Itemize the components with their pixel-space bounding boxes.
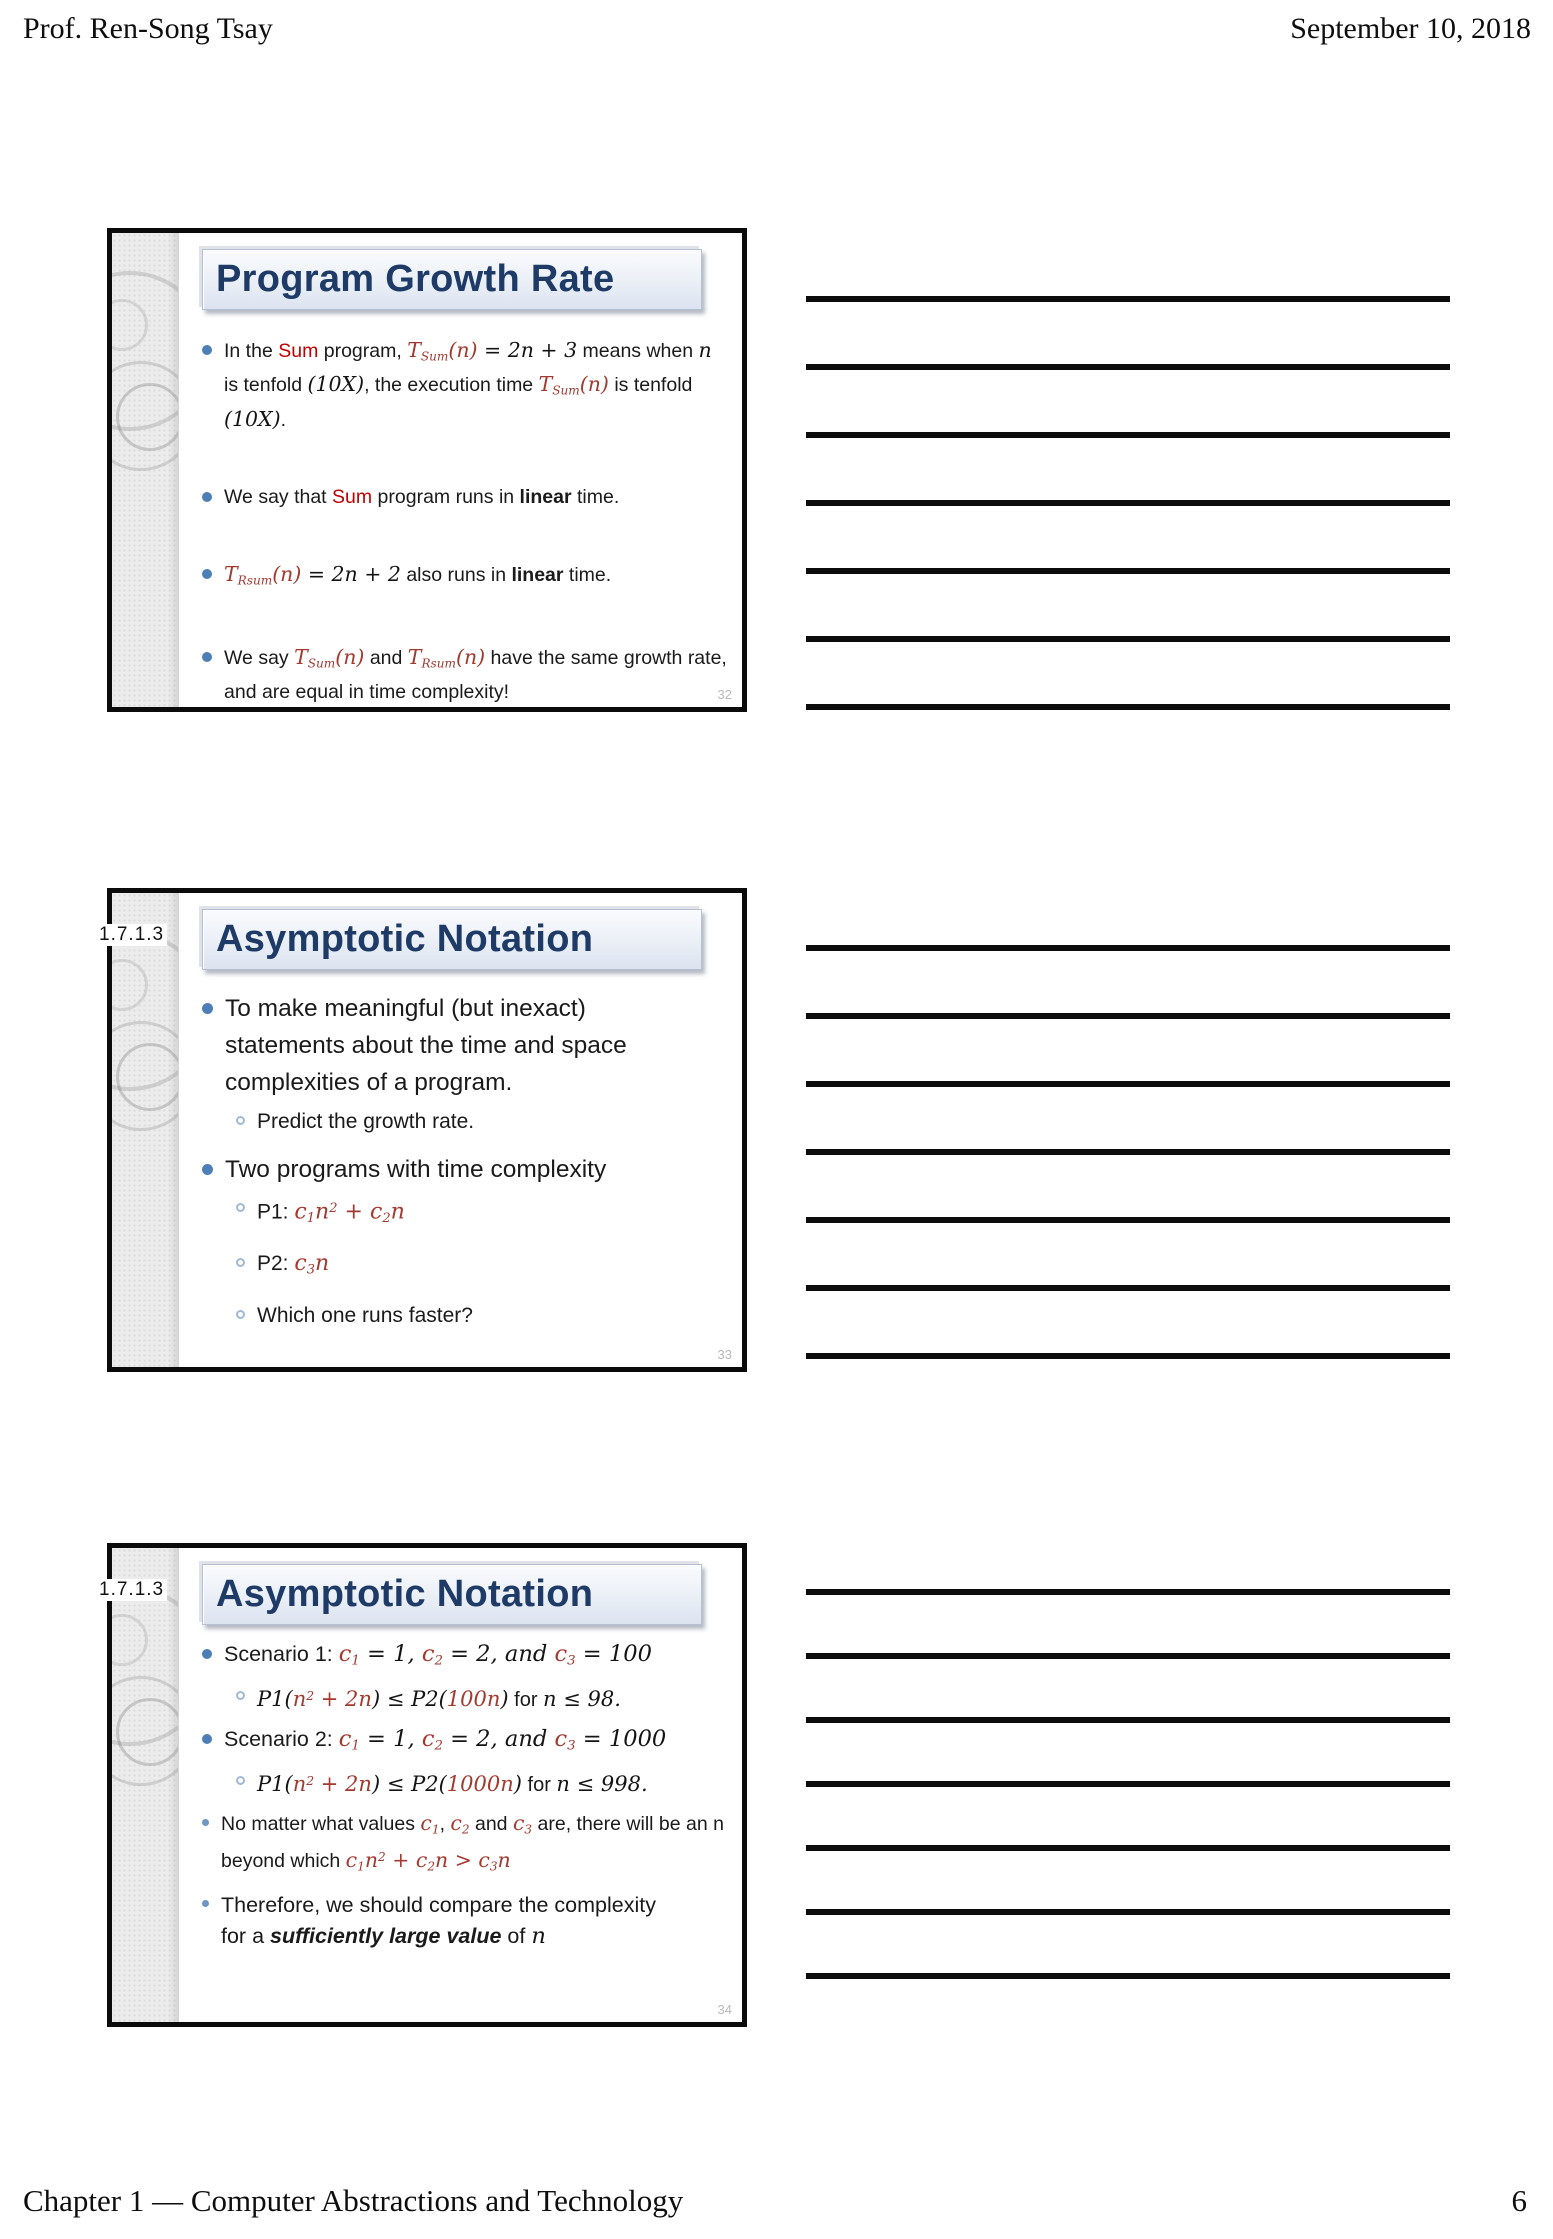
bullet-text bbox=[224, 643, 729, 705]
text-segment: 2 bbox=[434, 1738, 443, 1754]
bullet-text bbox=[224, 336, 729, 434]
bullet-item bbox=[202, 336, 732, 434]
slide-title-bar bbox=[202, 909, 702, 970]
bullet-item bbox=[202, 1639, 732, 1677]
text-segment: program, bbox=[318, 340, 408, 362]
text-segment: and bbox=[364, 647, 408, 670]
text-segment: for bbox=[508, 1688, 544, 1711]
text-segment: 1000n bbox=[446, 1771, 514, 1796]
text-segment: sufficiently large value bbox=[270, 1923, 502, 1948]
text-segment: = 1000 bbox=[575, 1725, 667, 1752]
slide-33 bbox=[107, 888, 747, 1372]
bullet-text bbox=[225, 990, 695, 1101]
note-line bbox=[806, 1589, 1450, 1595]
bullet-item bbox=[202, 643, 732, 705]
text-segment: is tenfold bbox=[608, 374, 693, 397]
text-segment: c bbox=[554, 1725, 568, 1752]
text-segment: means when bbox=[577, 340, 699, 362]
text-segment: c bbox=[421, 1641, 435, 1667]
text-segment: (n) bbox=[448, 338, 478, 362]
footer-chapter: Chapter 1 — Computer Abstractions and Technology bbox=[23, 2183, 684, 2218]
text-segment: + 2n bbox=[314, 1686, 372, 1711]
bullet-circle-icon bbox=[236, 1310, 245, 1319]
note-line bbox=[806, 945, 1450, 951]
note-line bbox=[806, 1353, 1450, 1359]
text-segment: Sum bbox=[307, 656, 336, 671]
text-segment: for bbox=[521, 1773, 557, 1796]
text-segment: Which one runs faster? bbox=[257, 1303, 473, 1327]
text-segment: 3 bbox=[306, 1262, 315, 1278]
text-segment: c bbox=[421, 1725, 435, 1752]
slide-32 bbox=[107, 228, 747, 712]
slide-side-decoration bbox=[112, 893, 179, 1367]
text-segment: n bbox=[315, 1251, 330, 1277]
text-segment: P1( bbox=[257, 1686, 293, 1711]
text-segment: c bbox=[338, 1641, 352, 1667]
slide-title: Asymptotic Notation bbox=[216, 918, 594, 960]
bullet-text bbox=[257, 1106, 474, 1137]
section-number-label: 1.7.1.3 bbox=[96, 924, 167, 946]
text-segment: 2 bbox=[461, 1822, 470, 1837]
text-segment: + c bbox=[385, 1848, 428, 1873]
text-segment: n bbox=[292, 1771, 307, 1796]
bullet-text bbox=[257, 1766, 648, 1800]
text-segment: (10X) bbox=[307, 372, 365, 397]
text-segment: n bbox=[531, 1922, 546, 1949]
note-line bbox=[806, 1909, 1450, 1915]
text-segment: In the bbox=[224, 340, 279, 362]
text-segment: No matter what values bbox=[221, 1812, 421, 1835]
note-line bbox=[806, 1285, 1450, 1291]
text-segment: P1( bbox=[257, 1771, 293, 1796]
text-segment: linear bbox=[519, 485, 572, 508]
text-segment: 100n bbox=[446, 1686, 501, 1711]
text-segment: 3 bbox=[489, 1859, 498, 1874]
text-segment: 1 bbox=[431, 1822, 440, 1837]
text-segment: c bbox=[294, 1199, 307, 1225]
bullet-dot-icon bbox=[202, 652, 212, 662]
text-segment: Rsum bbox=[421, 656, 456, 671]
text-segment: c bbox=[420, 1810, 432, 1835]
slide-content bbox=[202, 1548, 732, 2022]
bullet-list bbox=[202, 1639, 732, 1952]
circle-ornament bbox=[116, 1043, 179, 1111]
text-segment: c bbox=[345, 1848, 358, 1873]
text-segment: linear bbox=[511, 563, 564, 586]
bullet-text bbox=[224, 483, 619, 511]
bullet-item bbox=[236, 1681, 732, 1715]
slide-side-decoration bbox=[112, 233, 179, 707]
bullet-text bbox=[221, 1890, 661, 1952]
slide-number: 33 bbox=[717, 1347, 732, 1362]
text-segment: To make meaningful (but inexact) statements about the time and space complexities of a program. bbox=[225, 995, 627, 1096]
bullet-dot-icon bbox=[202, 345, 212, 355]
note-line bbox=[806, 364, 1450, 370]
bullet-text bbox=[225, 1151, 606, 1188]
bullet-text bbox=[257, 1681, 621, 1715]
bullet-dot-icon bbox=[202, 1900, 209, 1907]
text-segment: (10X) bbox=[224, 406, 281, 431]
slide-side-decoration bbox=[112, 1548, 179, 2022]
text-segment: ) ≤ P2( bbox=[371, 1686, 447, 1711]
text-segment: 3 bbox=[567, 1738, 576, 1754]
note-line bbox=[806, 1149, 1450, 1155]
text-segment: T bbox=[224, 561, 238, 586]
text-segment: n > c bbox=[435, 1848, 490, 1873]
slide-title: Asymptotic Notation bbox=[216, 1573, 594, 1615]
note-line bbox=[806, 500, 1450, 506]
text-segment: 1 bbox=[351, 1738, 360, 1754]
text-segment: c bbox=[294, 1251, 307, 1277]
section-number-label: 1.7.1.3 bbox=[96, 1579, 167, 1601]
text-segment: 2 bbox=[434, 1653, 443, 1669]
slide-title: Program Growth Rate bbox=[216, 258, 615, 300]
note-line bbox=[806, 296, 1450, 302]
text-segment: T bbox=[407, 645, 422, 670]
note-line bbox=[806, 1973, 1450, 1979]
text-segment: (n) bbox=[579, 372, 609, 397]
text-segment: We say that bbox=[224, 485, 333, 508]
text-segment: Scenario 2: bbox=[224, 1726, 339, 1751]
text-segment: Sum bbox=[278, 340, 319, 362]
text-segment: 2 bbox=[306, 1687, 315, 1703]
bullet-circle-icon bbox=[236, 1776, 245, 1785]
text-segment: ) bbox=[500, 1686, 509, 1711]
bullet-text bbox=[221, 1809, 726, 1881]
note-line bbox=[806, 1781, 1450, 1787]
slide-content bbox=[202, 893, 732, 1367]
text-segment: Predict the growth rate. bbox=[257, 1110, 475, 1133]
text-segment: = 2n + 2 bbox=[301, 561, 401, 586]
slide-number: 32 bbox=[717, 687, 732, 702]
text-segment: 2 bbox=[306, 1772, 315, 1788]
text-segment: + c bbox=[337, 1199, 383, 1225]
text-segment: = 1, bbox=[359, 1725, 422, 1752]
text-segment: c bbox=[450, 1810, 462, 1835]
text-segment: Rsum bbox=[237, 573, 273, 588]
text-segment: Therefore, we should compare the complexity for a bbox=[221, 1892, 656, 1948]
text-segment: 3 bbox=[524, 1822, 533, 1837]
text-segment: c bbox=[338, 1725, 352, 1752]
text-segment: time. bbox=[563, 563, 612, 586]
note-line bbox=[806, 432, 1450, 438]
bullet-text bbox=[224, 1724, 666, 1762]
bullet-circle-icon bbox=[236, 1203, 245, 1212]
bullet-text bbox=[257, 1300, 473, 1331]
bullet-list bbox=[202, 990, 732, 1331]
bullet-dot-icon bbox=[202, 1819, 209, 1826]
bullet-text bbox=[224, 560, 611, 594]
bullet-item bbox=[202, 1809, 732, 1881]
text-segment: n bbox=[390, 1199, 405, 1225]
bullet-dot-icon bbox=[202, 492, 212, 502]
text-segment: n bbox=[315, 1199, 330, 1225]
note-line bbox=[806, 636, 1450, 642]
text-segment: = 2, and bbox=[442, 1725, 555, 1752]
text-segment: c bbox=[554, 1641, 568, 1667]
text-segment: We say bbox=[224, 647, 295, 670]
text-segment: Sum bbox=[332, 485, 373, 508]
text-segment: , bbox=[439, 1812, 451, 1835]
text-segment: c bbox=[512, 1810, 525, 1835]
bullet-item bbox=[236, 1300, 732, 1331]
bullet-text bbox=[224, 1639, 652, 1677]
text-segment: 1 bbox=[351, 1653, 360, 1669]
note-line bbox=[806, 1013, 1450, 1019]
text-segment: (n) bbox=[335, 645, 365, 670]
text-segment: , the execution time bbox=[364, 374, 539, 397]
note-line bbox=[806, 1653, 1450, 1659]
text-segment: n bbox=[698, 338, 712, 362]
text-segment: 2 bbox=[329, 1201, 338, 1216]
bullet-circle-icon bbox=[236, 1258, 245, 1267]
slide-content bbox=[202, 233, 732, 707]
text-segment: P1: bbox=[257, 1200, 295, 1224]
slide-34 bbox=[107, 1543, 747, 2027]
bullet-list bbox=[202, 336, 732, 706]
text-segment: n ≤ 98. bbox=[543, 1686, 621, 1711]
bullet-item bbox=[202, 1151, 732, 1188]
bullet-dot-icon bbox=[202, 1164, 213, 1175]
bullet-dot-icon bbox=[202, 1734, 212, 1744]
bullet-item bbox=[202, 560, 732, 594]
text-segment: = 2n + 3 bbox=[477, 338, 578, 362]
text-segment: 1 bbox=[357, 1859, 365, 1874]
text-segment: are, there will be an n beyond which bbox=[221, 1812, 724, 1873]
text-segment: 2 bbox=[378, 1850, 386, 1865]
text-segment: n ≤ 998. bbox=[556, 1771, 648, 1796]
text-segment: = 2, and bbox=[442, 1641, 555, 1667]
text-segment: Two programs with time complexity bbox=[225, 1156, 607, 1183]
bullet-dot-icon bbox=[202, 1649, 212, 1659]
bullet-dot-icon bbox=[202, 569, 212, 579]
bullet-item bbox=[236, 1766, 732, 1800]
bullet-circle-icon bbox=[236, 1116, 245, 1125]
note-lines-group bbox=[806, 1589, 1450, 1979]
text-segment: 1 bbox=[306, 1211, 315, 1227]
text-segment: Sum bbox=[420, 349, 449, 364]
slide-title-bar bbox=[202, 249, 702, 310]
bullet-item bbox=[202, 1890, 732, 1952]
text-segment: n bbox=[364, 1848, 379, 1873]
text-segment: (n) bbox=[272, 561, 302, 586]
text-segment: program runs in bbox=[372, 485, 520, 508]
note-line bbox=[806, 1845, 1450, 1851]
text-segment: = 1, bbox=[359, 1641, 422, 1667]
text-segment: also runs in bbox=[400, 563, 512, 586]
text-segment: T bbox=[407, 338, 421, 362]
bullet-item bbox=[236, 1106, 732, 1137]
text-segment: 2 bbox=[427, 1859, 436, 1874]
bullet-text bbox=[257, 1193, 405, 1234]
bullet-circle-icon bbox=[236, 1691, 245, 1700]
text-segment: T bbox=[294, 645, 308, 670]
text-segment: + 2n bbox=[314, 1771, 372, 1796]
bullet-dot-icon bbox=[202, 1003, 213, 1014]
text-segment: (n) bbox=[455, 645, 486, 670]
note-lines-group bbox=[806, 296, 1450, 710]
text-segment: ) bbox=[513, 1771, 522, 1796]
text-segment: Sum bbox=[552, 383, 580, 398]
circle-ornament bbox=[116, 383, 179, 451]
text-segment: P2: bbox=[257, 1252, 295, 1276]
text-segment: 3 bbox=[567, 1653, 576, 1669]
text-segment: n bbox=[497, 1848, 511, 1873]
text-segment: of bbox=[501, 1923, 532, 1948]
header-author: Prof. Ren-Song Tsay bbox=[23, 12, 273, 45]
text-segment: is tenfold bbox=[224, 374, 308, 397]
text-segment: = 100 bbox=[575, 1641, 652, 1667]
note-line bbox=[806, 1217, 1450, 1223]
bullet-item bbox=[202, 990, 732, 1101]
note-line bbox=[806, 1717, 1450, 1723]
text-segment: time. bbox=[571, 485, 620, 508]
text-segment: ) ≤ P2( bbox=[371, 1771, 447, 1796]
text-segment: 2 bbox=[382, 1211, 391, 1227]
footer-page-number: 6 bbox=[1511, 2183, 1527, 2218]
circle-ornament bbox=[116, 1698, 179, 1766]
bullet-item bbox=[202, 483, 732, 511]
note-lines-group bbox=[806, 945, 1450, 1359]
bullet-item bbox=[236, 1248, 732, 1286]
text-segment: Scenario 1: bbox=[224, 1642, 339, 1666]
text-segment: and bbox=[469, 1812, 513, 1835]
text-segment: . bbox=[280, 408, 287, 431]
slide-title-bar bbox=[202, 1564, 702, 1625]
text-segment: have the same growth rate, and are equal in time complexity! bbox=[224, 647, 727, 703]
slide-number: 34 bbox=[717, 2002, 732, 2017]
note-line bbox=[806, 568, 1450, 574]
bullet-item bbox=[236, 1193, 732, 1234]
text-segment: T bbox=[538, 372, 553, 397]
bullet-text bbox=[257, 1248, 329, 1286]
note-line bbox=[806, 704, 1450, 710]
note-line bbox=[806, 1081, 1450, 1087]
header-date: September 10, 2018 bbox=[1290, 12, 1531, 45]
text-segment: n bbox=[292, 1686, 307, 1711]
bullet-item bbox=[202, 1724, 732, 1762]
